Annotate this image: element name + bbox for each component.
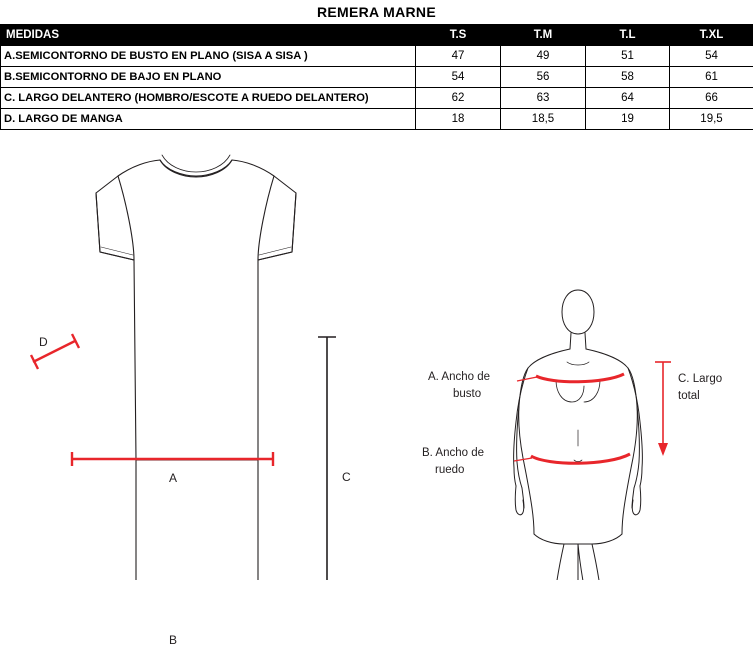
column-header-size-xl: T.XL bbox=[670, 25, 753, 46]
legend-item-bust bbox=[428, 369, 523, 403]
table-header bbox=[1, 25, 753, 46]
diagram-area bbox=[0, 130, 753, 580]
column-header-medidas: MEDIDAS bbox=[1, 25, 416, 46]
legend-item-hem bbox=[422, 445, 522, 479]
garment-measure-line-c bbox=[318, 337, 336, 580]
row-label-c: C. LARGO DELANTERO (HOMBRO/ESCOTE A RUEDO DELANTERO) bbox=[1, 88, 416, 109]
table-row bbox=[1, 88, 753, 109]
measure-band-hem bbox=[531, 454, 630, 463]
tshirt-illustration bbox=[96, 155, 296, 580]
garment-label-a: A bbox=[169, 471, 177, 485]
table-header-row bbox=[1, 25, 753, 46]
cell-d-xl: 19,5 bbox=[670, 109, 753, 130]
legend-item-total-length bbox=[678, 371, 744, 405]
legend-item-bust-line2: busto bbox=[428, 386, 523, 403]
garment-label-c: C bbox=[342, 470, 351, 484]
cell-b-m: 56 bbox=[501, 67, 586, 88]
garment-label-b: B bbox=[169, 633, 177, 647]
table-body bbox=[1, 46, 753, 130]
page-title: REMERA MARNE bbox=[0, 0, 753, 24]
table-row bbox=[1, 67, 753, 88]
legend-item-hem-line1: B. Ancho de bbox=[422, 445, 522, 462]
column-header-size-s: T.S bbox=[416, 25, 501, 46]
row-label-d: D. LARGO DE MANGA bbox=[1, 109, 416, 130]
column-header-size-m: T.M bbox=[501, 25, 586, 46]
cell-c-xl: 66 bbox=[670, 88, 753, 109]
body-measure-lines bbox=[531, 374, 630, 463]
legend-item-total-length-line1: C. Largo bbox=[678, 371, 744, 388]
cell-d-m: 18,5 bbox=[501, 109, 586, 130]
measure-band-bust bbox=[536, 374, 624, 382]
garment-measure-lines bbox=[31, 334, 273, 580]
table-row bbox=[1, 109, 753, 130]
cell-a-s: 47 bbox=[416, 46, 501, 67]
cell-c-l: 64 bbox=[586, 88, 670, 109]
body-illustration bbox=[514, 290, 643, 580]
cell-d-l: 19 bbox=[586, 109, 670, 130]
legend-item-bust-line1: A. Ancho de bbox=[428, 369, 523, 386]
cell-a-xl: 54 bbox=[670, 46, 753, 67]
cell-c-s: 62 bbox=[416, 88, 501, 109]
column-header-size-l: T.L bbox=[586, 25, 670, 46]
table-row bbox=[1, 46, 753, 67]
measurement-diagrams-svg bbox=[0, 130, 753, 580]
cell-d-s: 18 bbox=[416, 109, 501, 130]
garment-label-d: D bbox=[39, 335, 48, 349]
cell-b-l: 58 bbox=[586, 67, 670, 88]
cell-c-m: 63 bbox=[501, 88, 586, 109]
legend-item-hem-line2: ruedo bbox=[422, 462, 522, 479]
cell-b-s: 54 bbox=[416, 67, 501, 88]
row-label-a: A.SEMICONTORNO DE BUSTO EN PLANO (SISA A SISA ) bbox=[1, 46, 416, 67]
size-chart-table bbox=[0, 24, 753, 130]
cell-a-m: 49 bbox=[501, 46, 586, 67]
cell-a-l: 51 bbox=[586, 46, 670, 67]
cell-b-xl: 61 bbox=[670, 67, 753, 88]
row-label-b: B.SEMICONTORNO DE BAJO EN PLANO bbox=[1, 67, 416, 88]
body-measure-line-c bbox=[655, 362, 671, 456]
legend-item-total-length-line2: total bbox=[678, 388, 744, 405]
